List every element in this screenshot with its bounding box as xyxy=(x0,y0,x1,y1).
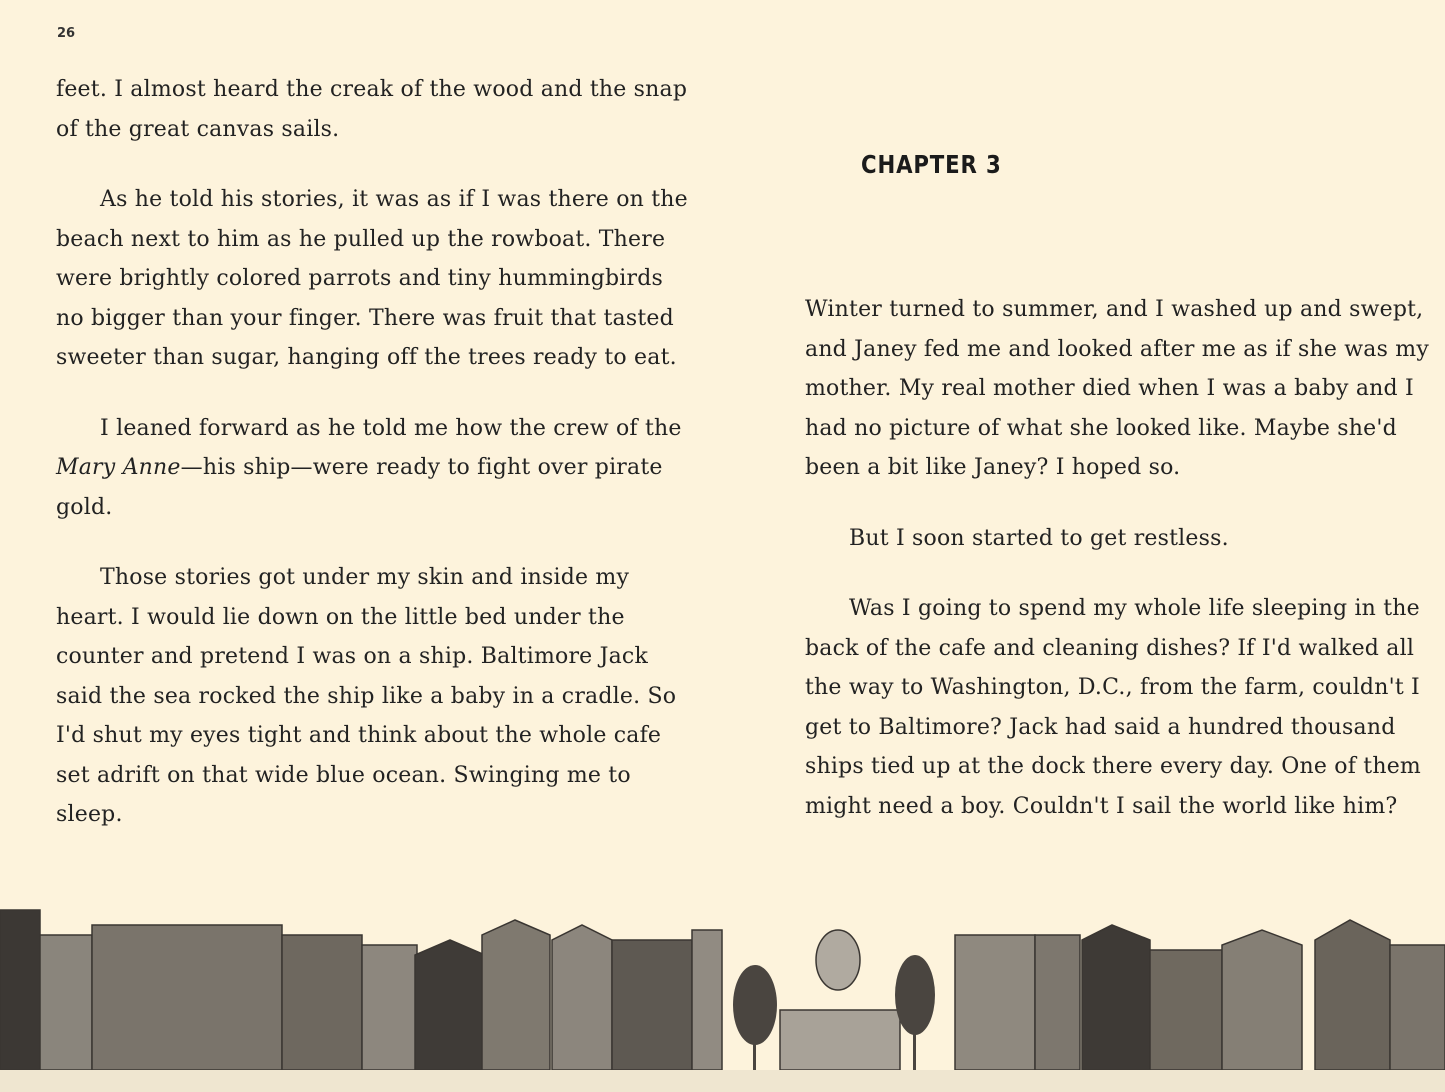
paragraph: But I soon started to get restless. xyxy=(849,525,1229,551)
paragraph: Was I going to spend my whole life sleeping in the back of the cafe and cleaning dishes? If I'd walked all the way to Washington, D.C., from the farm, couldn't I get to Baltimore? Jack had said a hundred thousand ships tied up at the dock there every day. One of them might need a boy. Couldn't I sail the world like him? xyxy=(805,596,1421,819)
city-skyline-illustration xyxy=(0,900,1445,1092)
right-page-text xyxy=(805,290,1445,857)
chapter-title: CHAPTER 3 xyxy=(861,150,1002,179)
paragraph: Winter turned to summer, and I washed up and swept, and Janey fed me and looked after me as if she was my mother. My real mother died when I was a baby and I had no picture of what she looked like. Maybe she'd been a bit like Janey? I hoped so. xyxy=(805,297,1430,480)
paragraph: feet. I almost heard the creak of the wood and the snap of the great canvas sails. xyxy=(56,77,688,142)
page-number: 26 xyxy=(57,26,76,41)
paragraph: As he told his stories, it was as if I was there on the beach next to him as he pulled up the rowboat. There were brightly colored parrots and tiny hummingbirds no bigger than your finger. There was fruit that tasted sweeter than sugar, hanging off the trees ready to eat. xyxy=(56,187,688,370)
left-page-text xyxy=(56,70,696,866)
paragraph: Those stories got under my skin and inside my heart. I would lie down on the little bed under the counter and pretend I was on a ship. Baltimore Jack said the sea rocked the ship like a baby in a cradle. So I'd shut my eyes tight and think about the whole cafe set adrift on that wide blue ocean. Swinging me to sleep. xyxy=(56,565,677,827)
ship-name: Mary Anne xyxy=(56,455,181,480)
paragraph: I leaned forward as he told me how the crew of the Mary Anne—his ship—were ready to fight over pirate gold. xyxy=(56,415,682,520)
